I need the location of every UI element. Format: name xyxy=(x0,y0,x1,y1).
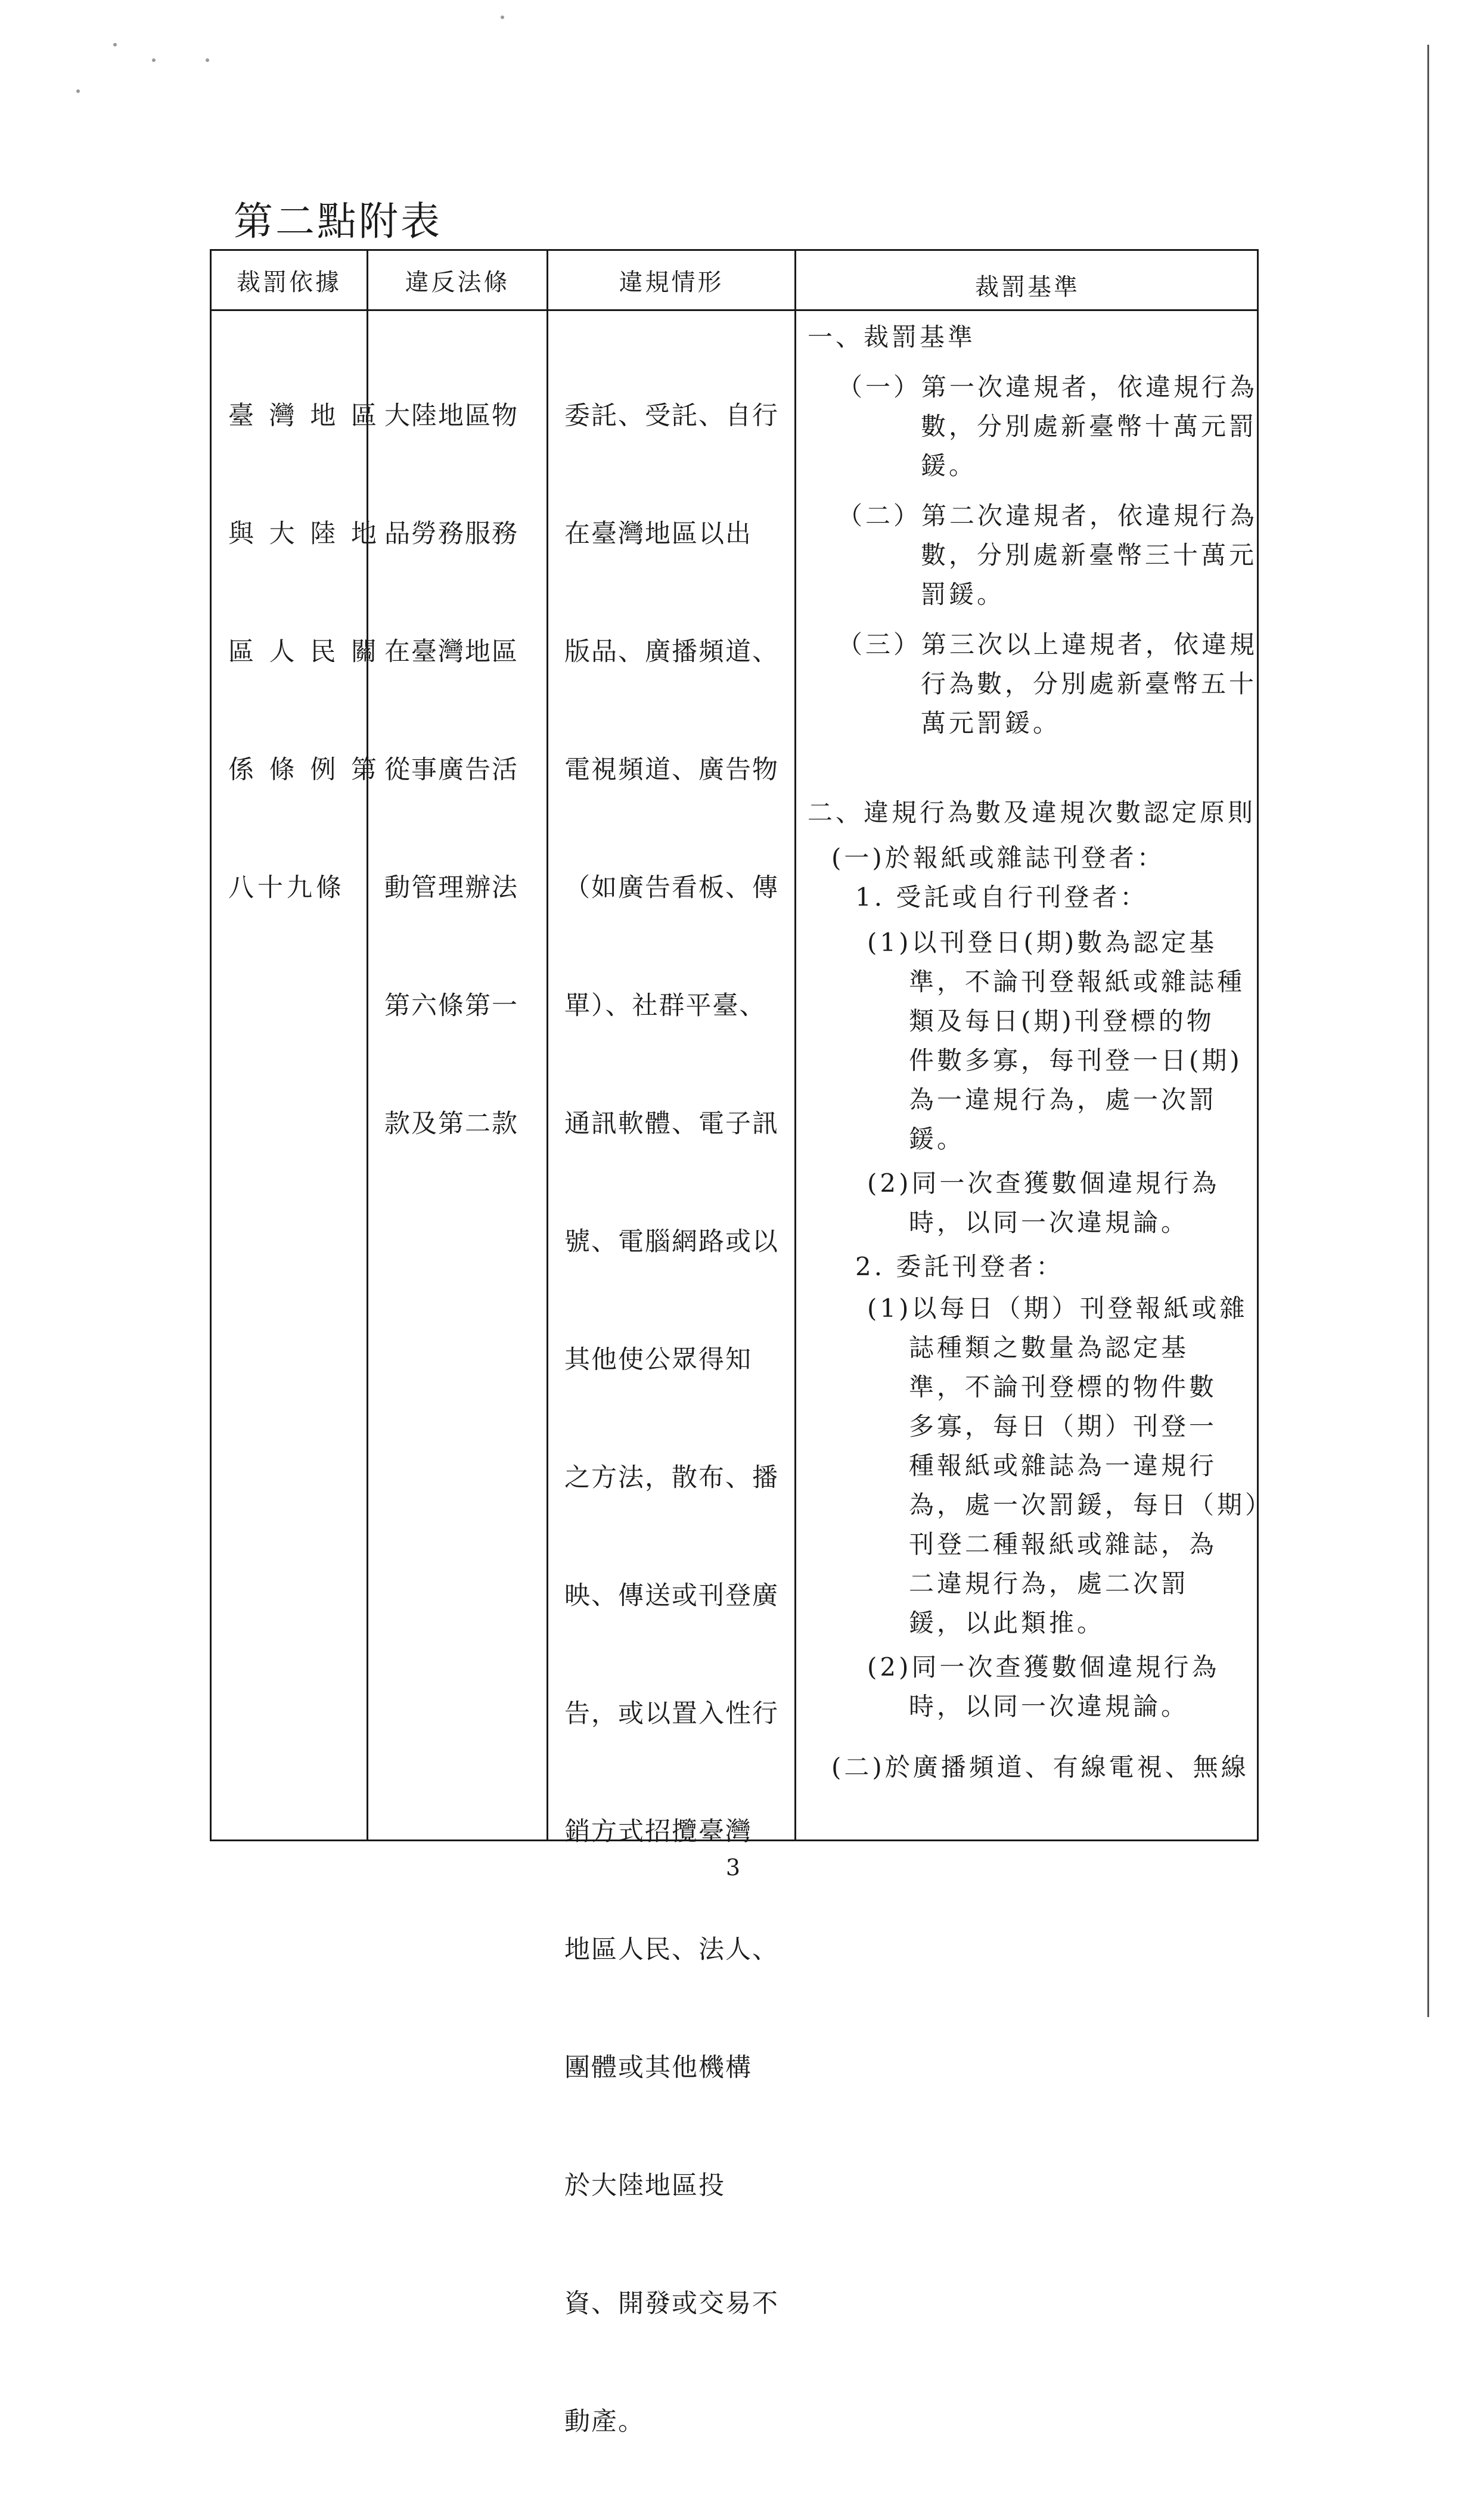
cell-line: 鍰，以此類推。 xyxy=(909,1608,1106,1637)
header-penalty-standard: 裁罰基準 xyxy=(975,274,1080,301)
cell-line: (2)同一次查獲數個違規行為 xyxy=(867,1652,1220,1682)
cell-line: 通訊軟體、電子訊 xyxy=(564,1109,779,1139)
cell-line: 臺 灣 地 區 xyxy=(228,401,381,431)
cell-line: 件數多寡，每刊登一日(期) xyxy=(909,1046,1243,1075)
cell-line: （如廣告看板、傳 xyxy=(564,873,779,903)
cell-line: 號、電腦網路或以 xyxy=(564,1227,779,1257)
cell-line: (2)同一次查獲數個違規行為 xyxy=(867,1169,1220,1198)
cell-line: 在臺灣地區以出 xyxy=(564,519,752,549)
cell-line: 準，不論刊登報紙或雜誌種 xyxy=(909,967,1246,996)
header-divider xyxy=(212,309,1257,311)
document-title: 第二點附表 xyxy=(234,198,442,244)
cell-violation-circumstance xyxy=(564,318,779,2520)
cell-line: (一)於報紙或雜誌刊登者： xyxy=(831,843,1165,872)
cell-line: 鍰。 xyxy=(909,1124,965,1154)
cell-line: 區 人 民 關 xyxy=(228,637,381,667)
cell-line: 八十九條 xyxy=(228,873,345,903)
cell-line: 行為數，分別處新臺幣五十 xyxy=(921,669,1257,698)
cell-line: 鍰。 xyxy=(921,451,977,480)
cell-line: 資、開發或交易不 xyxy=(564,2289,779,2319)
cell-line: (1)以每日（期）刊登報紙或雜 xyxy=(867,1294,1248,1323)
cell-line: 時，以同一次違規論。 xyxy=(909,1692,1190,1721)
cell-line: 類及每日(期)刊登標的物 xyxy=(909,1006,1215,1036)
cell-line: (二)於廣播頻道、有線電視、無線 xyxy=(831,1752,1249,1782)
cell-line: 2. 委託刊登者： xyxy=(855,1252,1064,1281)
cell-line: (1)以刊登日(期)數為認定基 xyxy=(867,928,1218,957)
cell-line: 版品、廣播頻道、 xyxy=(564,637,779,667)
column-divider xyxy=(547,251,548,1839)
cell-line: 係 條 例 第 xyxy=(228,755,381,785)
page-number: 3 xyxy=(725,1854,741,1881)
cell-line: 動管理辦法 xyxy=(384,873,518,903)
cell-line: 從事廣告活 xyxy=(384,755,518,785)
cell-line: 準，不論刊登標的物件數 xyxy=(909,1372,1218,1402)
cell-line: 種報紙或雜誌為一違規行 xyxy=(909,1451,1218,1480)
cell-line: 時，以同一次違規論。 xyxy=(909,1208,1190,1237)
cell-line: 為，處一次罰鍰，每日（期） xyxy=(909,1490,1274,1520)
cell-line: 第六條第一 xyxy=(384,991,518,1021)
cell-line: 於大陸地區投 xyxy=(564,2171,725,2201)
page-edge-shadow xyxy=(1427,45,1429,2017)
header-violation-circumstance: 違規情形 xyxy=(619,269,724,296)
cell-line: 地區人民、法人、 xyxy=(564,1935,779,1965)
cell-line: 罰鍰。 xyxy=(921,580,1005,609)
cell-line: 告，或以置入性行 xyxy=(564,1699,779,1729)
cell-line: 二違規行為，處二次罰 xyxy=(909,1569,1190,1598)
section-heading: 一、裁罰基準 xyxy=(808,322,976,352)
column-divider xyxy=(794,251,796,1839)
cell-line: 單）、社群平臺、 xyxy=(564,991,766,1021)
scan-speck xyxy=(206,58,209,62)
cell-line: （二）第二次違規者，依違規行為 xyxy=(837,501,1258,530)
cell-line: 萬元罰鍰。 xyxy=(921,709,1061,738)
cell-line: 在臺灣地區 xyxy=(384,637,518,667)
cell-line: （三）第三次以上違規者，依違規 xyxy=(837,630,1258,659)
cell-line: 誌種類之數量為認定基 xyxy=(909,1333,1190,1362)
cell-violated-article xyxy=(384,318,518,1222)
cell-line: 數，分別處新臺幣十萬元罰 xyxy=(921,412,1257,441)
scan-speck xyxy=(113,43,117,46)
scan-speck xyxy=(501,15,504,19)
cell-line: 動產。 xyxy=(564,2407,645,2437)
cell-penalty-basis xyxy=(228,318,380,986)
section-heading: 二、違規行為數及違規次數認定原則 xyxy=(808,798,1256,827)
cell-line: 款及第二款 xyxy=(384,1109,518,1139)
header-penalty-basis: 裁罰依據 xyxy=(237,269,341,296)
cell-line: 委託、受託、自行 xyxy=(564,401,779,431)
cell-line: 為一違規行為，處一次罰 xyxy=(909,1085,1218,1114)
cell-line: 大陸地區物 xyxy=(384,401,518,431)
cell-line: 數，分別處新臺幣三十萬元 xyxy=(921,540,1257,570)
header-violated-article: 違反法條 xyxy=(405,269,510,296)
scan-speck xyxy=(76,89,80,93)
cell-line: 其他使公眾得知 xyxy=(564,1345,752,1375)
cell-line: 之方法，散布、播 xyxy=(564,1463,779,1493)
cell-line: 銷方式招攬臺灣 xyxy=(564,1817,752,1847)
cell-line: 與 大 陸 地 xyxy=(228,519,381,549)
cell-line: 映、傳送或刊登廣 xyxy=(564,1581,779,1611)
cell-line: 團體或其他機構 xyxy=(564,2053,752,2083)
cell-line: （一）第一次違規者，依違規行為 xyxy=(837,372,1258,402)
cell-line: 電視頻道、廣告物 xyxy=(564,755,779,785)
scan-speck xyxy=(152,58,156,62)
cell-line: 品勞務服務 xyxy=(384,519,518,549)
cell-line: 1. 受託或自行刊登者： xyxy=(855,883,1148,912)
penalty-table xyxy=(210,249,1274,2437)
cell-line: 刊登二種報紙或雜誌，為 xyxy=(909,1530,1218,1559)
cell-line: 多寡，每日（期）刊登一 xyxy=(909,1412,1218,1441)
